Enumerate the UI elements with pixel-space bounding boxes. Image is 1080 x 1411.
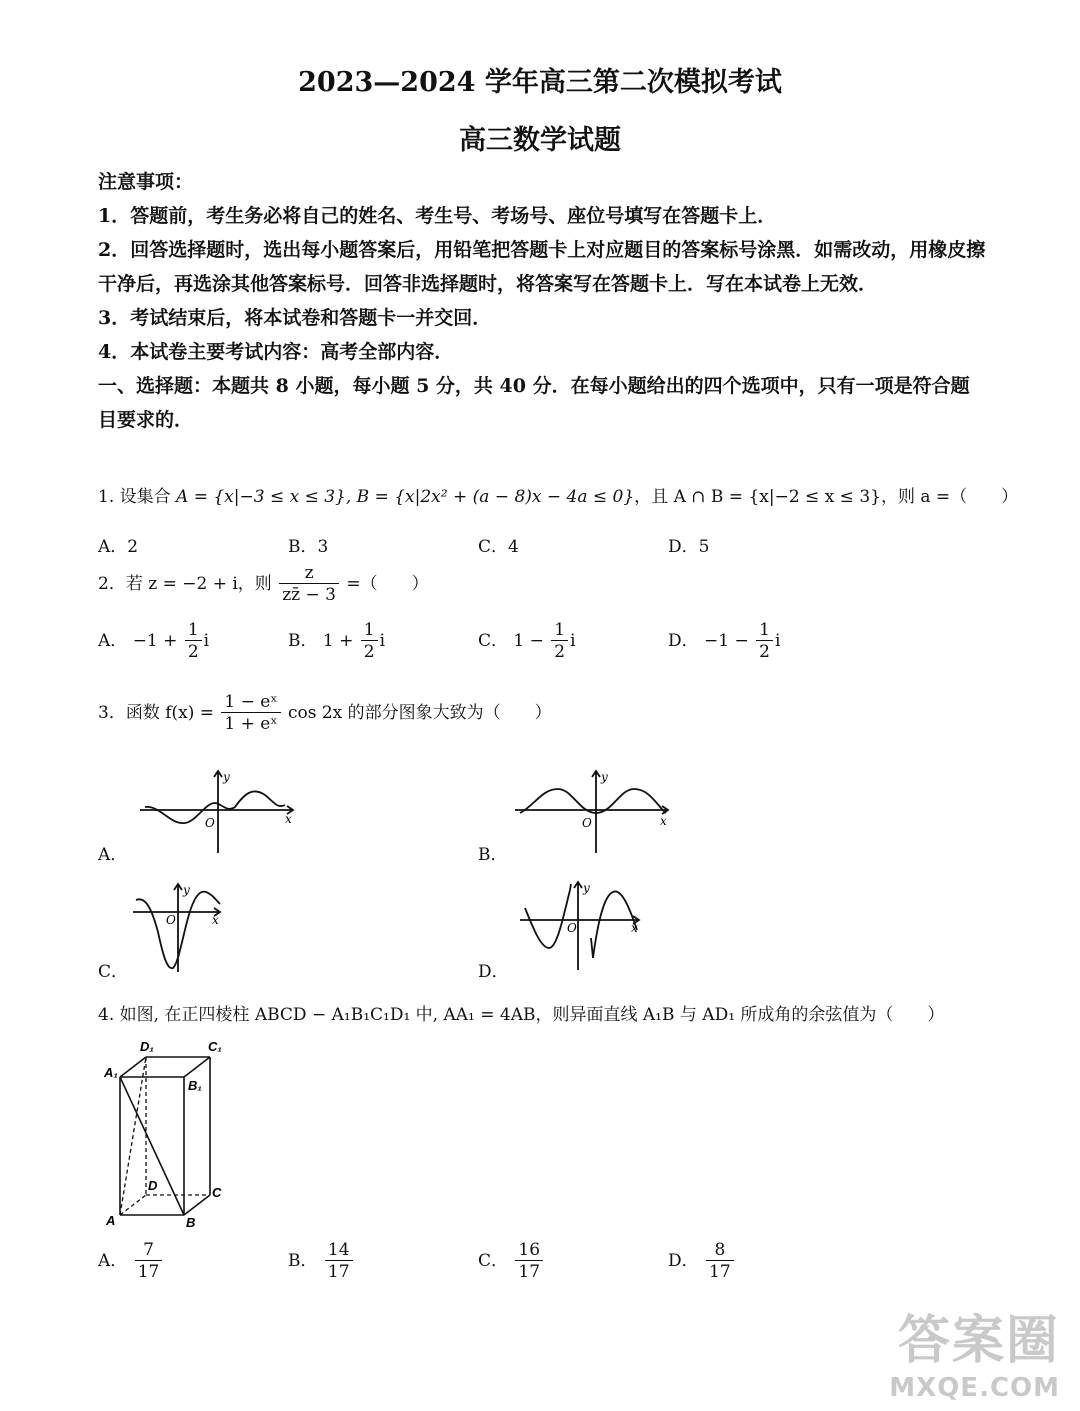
q4-a-den: 17 — [137, 1262, 160, 1282]
q4-c-den: 17 — [518, 1262, 541, 1282]
q4-a-num: 7 — [135, 1240, 163, 1261]
q3-graph-a[interactable] — [135, 765, 305, 855]
q4-b-label: B． — [288, 1251, 318, 1271]
q2-option-d[interactable] — [668, 620, 780, 663]
q2-option-a[interactable] — [98, 620, 209, 663]
q2-b-num: 1 — [361, 620, 378, 641]
q3-b-x-label: x — [660, 814, 667, 828]
note-item-1: 1．答题前，考生务必将自己的姓名、考生号、考场号、座位号填写在答题卡上． — [98, 205, 777, 227]
q3-a-x-label: x — [285, 812, 292, 826]
q2-prefix: 2．若 z = −2 + i，则 — [98, 574, 272, 594]
q2-c-pre: 1 − — [513, 631, 544, 651]
q2-c-num: 1 — [551, 620, 568, 641]
watermark-line1: 答案圈 — [897, 1311, 1060, 1371]
q3-d-x-label: x — [631, 921, 638, 935]
note-item-4: 4．本试卷主要考试内容：高考全部内容． — [98, 341, 454, 363]
notes-heading: 注意事项： — [98, 171, 194, 193]
q2-b-post: i — [379, 631, 386, 651]
vertex-d1: D₁ — [140, 1039, 154, 1054]
q1-num: 1. 设集合 — [98, 487, 171, 507]
q2-d-num: 1 — [756, 620, 773, 641]
q2-a-den: 2 — [187, 642, 199, 662]
q4-d-den: 17 — [709, 1262, 731, 1282]
q1-set-b: , B = {x|2x² + (a − 8)x − 4a ≤ 0} — [345, 487, 635, 507]
vertex-c: C — [212, 1185, 222, 1200]
q1-option-d[interactable]: D．5 — [668, 537, 710, 557]
q1-ask: ，则 a =（ ） — [880, 487, 1019, 507]
q1-option-b[interactable]: B．3 — [288, 537, 329, 557]
q4-d-num: 8 — [706, 1240, 734, 1261]
notes-block — [98, 165, 988, 437]
question-3 — [98, 692, 552, 735]
q2-frac-den: zz̄ − 3 — [282, 585, 336, 605]
q2-a-num: 1 — [185, 620, 202, 641]
q4-option-c[interactable] — [478, 1240, 545, 1283]
q3-c-y-label: y — [183, 883, 190, 897]
q3-c-origin: O — [166, 913, 176, 927]
vertex-b: B — [186, 1215, 196, 1230]
q3-d-y-label: y — [583, 881, 590, 895]
q1-option-a[interactable]: A．2 — [98, 537, 139, 557]
q3-c-x-label: x — [212, 913, 219, 927]
q3-prefix: 3．函数 f(x) = — [98, 703, 215, 723]
q3-option-b-label[interactable]: B． — [478, 845, 508, 865]
question-4: 4. 如图, 在正四棱柱 ABCD − A₁B₁C₁D₁ 中, AA₁ = 4AB，则异面直线 A₁B 与 AD₁ 所成角的余弦值为（ ） — [98, 1005, 945, 1025]
q2-b-pre: 1 + — [322, 631, 354, 651]
q2-c-post: i — [570, 631, 576, 651]
watermark — [889, 1298, 1060, 1403]
q3-graph-c[interactable] — [128, 880, 228, 975]
exam-title: 2023—2024 学年高三第二次模拟考试 — [298, 67, 782, 98]
q4-prism-figure — [100, 1035, 240, 1235]
q2-c-label: C． — [478, 631, 509, 651]
q3-frac-num: 1 − eˣ — [221, 692, 280, 713]
q2-d-label: D． — [668, 631, 699, 651]
vertex-d: D — [148, 1178, 158, 1193]
vertex-a1: A₁ — [104, 1065, 118, 1080]
vertex-c1: C₁ — [208, 1039, 222, 1054]
vertex-b1: B₁ — [188, 1078, 202, 1093]
q3-d-origin: O — [567, 921, 577, 935]
q2-a-pre: −1 + — [132, 631, 178, 651]
q2-option-c[interactable] — [478, 620, 576, 663]
q3-suffix: cos 2x 的部分图象大致为（ ） — [287, 703, 552, 723]
q4-option-b[interactable] — [288, 1240, 355, 1283]
q3-frac-den: 1 + eˣ — [224, 714, 278, 734]
note-item-2: 2．回答选择题时，选出每小题答案后，用铅笔把答题卡上对应题目的答案标号涂黑．如需改动，用橡皮擦干净后，再选涂其他答案标号．回答非选择题时，将答案写在答题卡上．写在本试卷上无效． — [98, 239, 986, 295]
exam-subtitle: 高三数学试题 — [459, 125, 621, 156]
q3-option-c-label[interactable]: C． — [98, 962, 129, 982]
q3-option-d-label[interactable]: D． — [478, 962, 509, 982]
q4-d-label: D． — [668, 1251, 699, 1271]
q1-set-a: A = {x|−3 ≤ x ≤ 3} — [176, 487, 346, 507]
note-item-3: 3．考试结束后，将本试卷和答题卡一并交回． — [98, 307, 492, 329]
q2-suffix: =（ ） — [346, 574, 429, 594]
q3-graph-b[interactable] — [510, 765, 680, 855]
q2-d-post: i — [775, 631, 781, 651]
watermark-line2: MXQE.COM — [889, 1373, 1060, 1403]
question-1 — [98, 482, 1018, 507]
q1-condition: ，且 A ∩ B = {x|−2 ≤ x ≤ 3} — [634, 487, 881, 507]
q3-option-a-label[interactable]: A． — [98, 845, 128, 865]
q2-option-b[interactable] — [288, 620, 385, 663]
q3-b-y-label: y — [601, 770, 608, 784]
q4-b-den: 17 — [327, 1262, 350, 1282]
q2-b-label: B． — [288, 631, 318, 651]
q3-graph-d[interactable] — [515, 878, 645, 973]
q2-a-post: i — [203, 631, 210, 651]
q3-fraction — [221, 692, 280, 735]
q4-b-num: 14 — [325, 1240, 353, 1261]
q3-a-y-label: y — [223, 770, 230, 784]
q2-d-den: 2 — [759, 642, 770, 662]
q2-d-pre: −1 − — [704, 631, 749, 651]
q4-option-d[interactable] — [668, 1240, 736, 1283]
vertex-a: A — [106, 1213, 116, 1228]
q1-option-c[interactable]: C．4 — [478, 537, 519, 557]
q2-c-den: 2 — [554, 642, 566, 662]
q4-a-label: A． — [98, 1251, 128, 1271]
question-2 — [98, 563, 429, 606]
q3-a-origin: O — [205, 816, 215, 830]
q2-a-label: A． — [98, 631, 128, 651]
section-heading: 一、选择题：本题共 8 小题，每小题 5 分，共 40 分．在每小题给出的四个选项中，只有一项是符合题目要求的． — [98, 375, 970, 431]
q4-c-label: C． — [478, 1251, 509, 1271]
q3-b-origin: O — [582, 816, 592, 830]
q2-frac-num: z — [279, 563, 339, 584]
q4-option-a[interactable] — [98, 1240, 164, 1283]
q4-c-num: 16 — [515, 1240, 543, 1261]
q2-b-den: 2 — [363, 642, 375, 662]
q2-fraction — [279, 563, 339, 606]
